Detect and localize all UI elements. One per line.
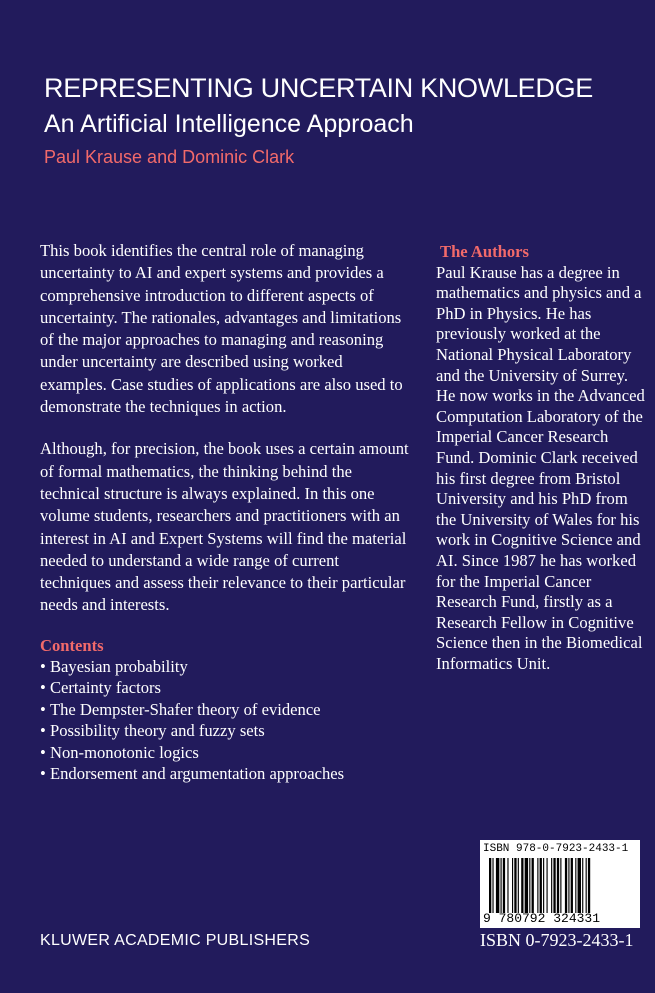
book-title: REPRESENTING UNCERTAIN KNOWLEDGE <box>44 73 593 103</box>
barcode-bar <box>557 858 559 913</box>
barcode-bar <box>489 858 491 913</box>
barcode-bars <box>489 858 629 913</box>
barcode-bar <box>540 858 542 913</box>
barcode-bar <box>582 858 583 913</box>
barcode <box>480 840 640 928</box>
barcode-bar <box>492 858 493 913</box>
contents-item: • Certainty factors <box>40 677 410 699</box>
description-paragraph-1: This book identifies the central role of managing uncertainty to AI and expert systems and provides a comprehensive introduction to different aspects of uncertainty. The rationales, advantages and limitations of the major approaches to managing and reasoning under uncertainty are described using worked examples. Case studies of applications are also used to demonstrate the techniques in action. <box>40 241 403 417</box>
barcode-bar <box>537 858 538 913</box>
barcode-bar <box>525 858 528 913</box>
contents-list <box>40 656 410 785</box>
authors-heading: The Authors <box>440 242 529 261</box>
barcode-bar <box>521 858 523 913</box>
barcode-isbn-label: ISBN 978-0-7923-2433-1 <box>483 843 629 855</box>
barcode-bar <box>588 858 590 913</box>
barcode-bar <box>532 858 534 913</box>
barcode-bar <box>514 858 516 913</box>
barcode-bar <box>553 858 555 913</box>
barcode-bar <box>578 858 581 913</box>
book-authors: Paul Krause and Dominic Clark <box>44 147 295 167</box>
barcode-bar <box>551 858 552 913</box>
barcode-bar <box>568 858 569 913</box>
isbn-number: ISBN 0-7923-2433-1 <box>480 930 634 950</box>
barcode-bar <box>529 858 530 913</box>
barcode-bar <box>507 858 508 913</box>
barcode-bar <box>543 858 544 913</box>
contents-item: • The Dempster-Shafer theory of evidence <box>40 699 410 721</box>
barcode-digits: 9 780792 324331 <box>483 911 601 926</box>
contents-item: • Endorsement and argumentation approaches <box>40 763 410 785</box>
barcode-bar <box>565 858 567 913</box>
barcode-bar <box>501 858 502 913</box>
authors-column <box>436 242 646 674</box>
barcode-bar <box>575 858 576 913</box>
description-column <box>40 240 410 785</box>
barcode-bar <box>496 858 499 913</box>
publisher-name: KLUWER ACADEMIC PUBLISHERS <box>40 932 311 949</box>
barcode-bar <box>518 858 519 913</box>
barcode-bar <box>512 858 513 913</box>
book-subtitle: An Artificial Intelligence Approach <box>44 110 414 138</box>
barcode-bar <box>586 858 587 913</box>
barcode-bar <box>547 858 548 913</box>
contents-item: • Bayesian probability <box>40 656 410 678</box>
contents-item: • Possibility theory and fuzzy sets <box>40 720 410 742</box>
barcode-bar <box>571 858 573 913</box>
authors-bio: Paul Krause has a degree in mathematics and physics and a PhD in Physics. He has previously worked at the National Physical Laboratory and the University of Surrey. He now works in the Advanced Computation Laboratory of the Imperial Cancer Research Fund. Dominic Clark received his first degree from Bristol University and his PhD from the University of Wales for his work in Cognitive Science and AI. Since 1987 he has worked for the Imperial Cancer Research Fund, firstly as a Research Fellow in Cognitive Science then in the Biomedical Informatics Unit. <box>436 262 645 673</box>
barcode-bar <box>503 858 505 913</box>
contents-item: • Non-monotonic logics <box>40 742 410 764</box>
barcode-bar <box>560 858 561 913</box>
description-paragraph-2: Although, for precision, the book uses a certain amount of formal mathematics, the thinking behind the technical structure is always explained. In this one volume students, researchers and practitioners with an interest in AI and Expert Systems will find the material needed to understand a wide range of current techniques and assess their relevance to their particular needs and interests. <box>40 439 409 615</box>
contents-heading: Contents <box>40 635 104 655</box>
